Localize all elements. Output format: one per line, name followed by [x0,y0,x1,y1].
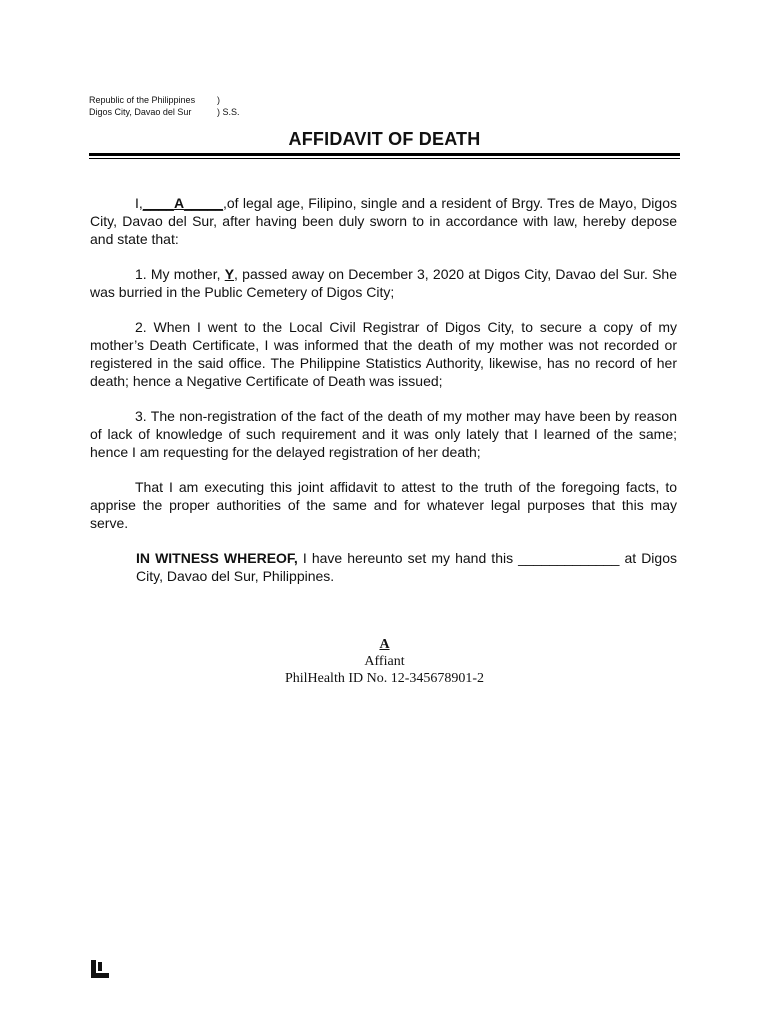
signature-block [89,636,680,687]
blank-after: _____ [184,195,223,211]
witness-paragraph [90,549,677,585]
closing-paragraph: That I am executing this joint affidavit to attest to the truth of the foregoing facts, to apprise the proper authorities of the same and for whatever legal purposes that this may serve. [90,479,677,531]
intro-text: ,of legal age, Filipino, single and a resident of Brgy. Tres de Mayo, Digos City, Davao del Sur, after having been duly sworn to in accordance with law, hereby depose and state that: [90,195,677,247]
venue-row-2 [89,106,240,118]
intro-prefix: I, [135,195,143,211]
venue-country: Republic of the Philippines [89,95,196,105]
title-rule-thick [89,153,680,156]
document-logo-icon [90,959,110,979]
item-1-prefix: 1. My mother, [135,266,225,282]
title-rule-thin [89,158,680,159]
document-title: AFFIDAVIT OF DEATH [288,129,481,149]
affiant-signature-name: A [379,637,390,652]
item-2-paragraph: 2. When I went to the Local Civil Registrar of Digos City, to secure a copy of my mother’s Death Certificate, I was informed that the death of my mother was not recorded or registered in the said office. The Philippine Statistics Authority, likewise, has no record of her death; hence a Negative Certificate of Death was issued; [90,319,677,389]
affiant-id: PhilHealth ID No. 12-345678901-2 [284,671,485,686]
affidavit-body [90,194,677,585]
witness-heading: IN WITNESS WHEREOF, [136,550,298,566]
item-1-text: , passed away on December 3, 2020 at Digos City, Davao del Sur. She was burried in the Public Cemetery of Digos City; [90,266,677,300]
affiant-name: A [173,195,185,211]
affiant-role: Affiant [364,654,405,669]
intro-paragraph [90,194,677,248]
blank-before: ____ [142,195,174,211]
venue-row-1 [89,94,240,106]
venue-ss-mark: ) S.S. [217,107,240,117]
item-1-paragraph [90,265,677,301]
affiant-name-blank [143,195,223,211]
venue-city: Digos City, Davao del Sur [89,107,192,117]
venue-mark: ) [217,95,220,105]
witness-text: I have hereunto set my hand this _____________ at Digos City, Davao del Sur, Philippines. [136,550,677,584]
item-3-paragraph: 3. The non-registration of the fact of the death of my mother may have been by reason of lack of knowledge of such requirement and it was only lately that I learned of the same; hence I am requesting for the delayed registration of her death; [90,408,677,460]
mother-name: Y [224,266,235,282]
venue-block [89,94,240,118]
